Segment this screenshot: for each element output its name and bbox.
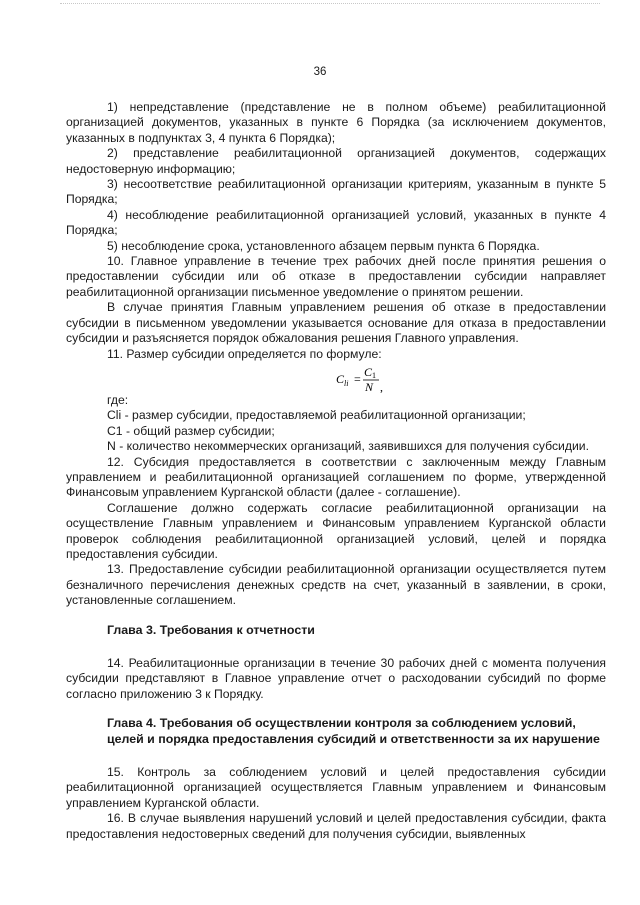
document-body: [66, 100, 606, 842]
chapter-3-heading: Глава 3. Требования к отчетности: [107, 622, 315, 637]
paragraph-10: 10. Главное управление в течение трех рабочих дней после принятия решения о предоставлении субсидии или об отказе в предоставлении субсидии направляет реабилитационной организации письменное уведомление о принятом решении.: [66, 254, 606, 299]
definition-n: N - количество некоммерческих организаций, заявившихся для получения субсидии.: [107, 439, 589, 454]
paragraph-10-refusal: В случае принятия Главным управлением решения об отказе в предоставлении субсидии в письменном уведомлении указывается основание для отказа в предоставлении субсидии и разъясняется порядок обжалования решения Главного управления.: [66, 300, 606, 346]
formula-numerator: C: [364, 364, 373, 379]
paragraph-11: 11. Размер субсидии определяется по формуле:: [107, 346, 382, 361]
formula-numerator-sub: 1: [372, 370, 376, 380]
paragraph-item-4: 4) несоблюдение реабилитационной организацией условий, указанных в пункте 4 Порядка;: [66, 207, 606, 238]
formula-lhs-sub: li: [344, 378, 349, 388]
paragraph-item-1: 1) непредставление (представление не в полном объеме) реабилитационной организацией документов, указанных в пункте 6 Порядка (за исключением документов, указанных в подпунктах 3, 4 пункта 6 Порядка);: [66, 100, 606, 145]
paragraph-item-5: 5) несоблюдение срока, установленного абзацем первым пункта 6 Порядка.: [107, 238, 540, 253]
chapter-4-heading-line1: Глава 4. Требования об осуществлении контроля за соблюдением условий,: [107, 716, 576, 731]
definition-c1: С1 - общий размер субсидии;: [107, 423, 275, 438]
definition-cli: Cli - размер субсидии, предоставляемой реабилитационной организации;: [107, 408, 526, 423]
page-number: 36: [313, 66, 327, 78]
paragraph-12: 12. Субсидия предоставляется в соответствии с заключенным между Главным управлением и реабилитационной организацией соглашением по форме, утвержденной Финансовым управлением Курганской области (далее - соглашение).: [66, 454, 606, 500]
subsidy-formula: [66, 365, 606, 391]
formula-graphic: [334, 365, 414, 393]
scan-artifact: [60, 3, 600, 10]
paragraph-16: 16. В случае выявления нарушений условий и целей предоставления субсидии, факта предоставления недостоверных сведений для получения субсидии, выявленных: [66, 811, 606, 841]
paragraph-15: 15. Контроль за соблюдением условий и целей предоставления субсидии реабилитационной организацией осуществляется Главным управлением и Финансовым управлением Курганской области.: [66, 765, 606, 810]
paragraph-14: 14. Реабилитационные организации в течение 30 рабочих дней с момента получения субсидии представляют в Главное управление отчет о расходовании субсидий по форме согласно приложению 3 к Порядку.: [66, 656, 606, 701]
formula-denominator: N: [365, 379, 374, 393]
paragraph-13: 13. Предоставление субсидии реабилитационной организации осуществляется путем безналичного перечисления денежных средств на счет, указанный в заявлении, в сроки, установленные соглашением.: [66, 562, 606, 608]
svg-text:,: ,: [380, 379, 383, 393]
chapter-4-heading-line2: целей и порядка предоставления субсидий и ответственности за их нарушение: [107, 731, 600, 746]
formula-lhs: C: [336, 371, 345, 386]
paragraph-item-2: 2) представление реабилитационной организацией документов, содержащих недостоверную информацию;: [66, 146, 606, 176]
svg-text:=: =: [354, 371, 361, 386]
paragraph-item-3: 3) несоответствие реабилитационной организации критериям, указанным в пункте 5 Порядка;: [66, 177, 606, 207]
where-label: где:: [107, 392, 129, 407]
paragraph-12-agreement: Соглашение должно содержать согласие реабилитационной организации на осуществление Главным управлением и Финансовым управлением Курганской области проверок соблюдения реабилитационной организацией условий, целей и порядка предоставления субсидии.: [66, 500, 606, 561]
